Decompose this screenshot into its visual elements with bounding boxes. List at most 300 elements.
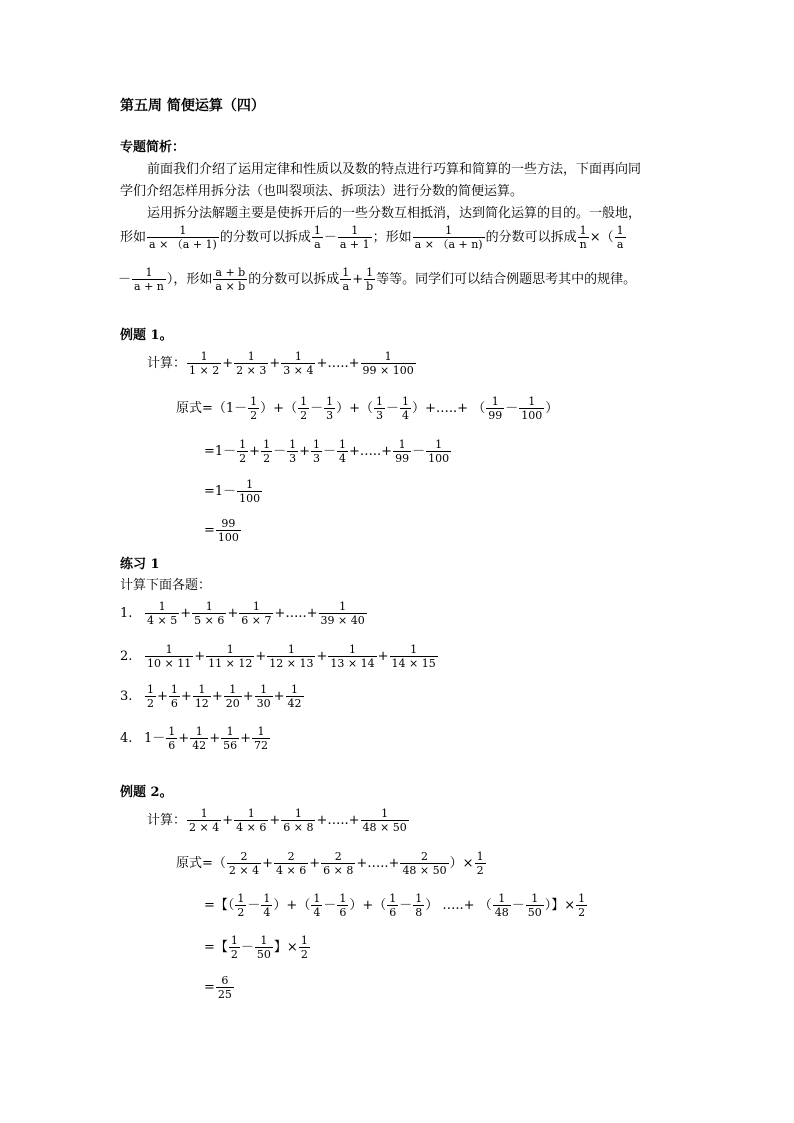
fraction bbox=[145, 643, 193, 670]
numerator: 2 bbox=[287, 850, 295, 863]
denominator: 5 × 6 bbox=[194, 614, 225, 627]
fraction bbox=[239, 600, 273, 627]
operator-text: ） bbox=[545, 401, 559, 416]
example-1-heading: 例题 1。 bbox=[120, 328, 173, 343]
fraction bbox=[361, 350, 416, 377]
denominator: 30 bbox=[256, 697, 271, 710]
text: 形如 bbox=[120, 230, 147, 245]
denominator: a + n bbox=[134, 280, 164, 293]
numerator: 1 bbox=[230, 934, 238, 947]
numerator: 1 bbox=[435, 438, 443, 451]
operator-text: ）+（ bbox=[349, 898, 387, 913]
denominator: 6 × 8 bbox=[323, 864, 354, 877]
fraction bbox=[578, 224, 589, 251]
fraction bbox=[281, 807, 315, 834]
math-expression bbox=[236, 438, 452, 465]
example-2-step-3 bbox=[204, 934, 311, 961]
fraction bbox=[390, 643, 438, 670]
page-title: 第五周 简便运算（四） bbox=[120, 98, 265, 114]
operator-text: + bbox=[269, 813, 281, 828]
operator-text: + bbox=[273, 689, 285, 704]
operator-text: + bbox=[157, 689, 168, 704]
denominator: 3 × 4 bbox=[283, 364, 314, 377]
numerator: 1 bbox=[246, 478, 254, 491]
example-1-step-2 bbox=[204, 438, 452, 465]
operator-text: + bbox=[178, 731, 190, 746]
fraction bbox=[400, 395, 411, 422]
fraction bbox=[364, 266, 375, 293]
fraction bbox=[426, 438, 451, 465]
denominator: 48 bbox=[494, 906, 509, 919]
numerator: 1 bbox=[247, 350, 255, 363]
denominator: 3 bbox=[289, 452, 297, 465]
calc-label: 计算： bbox=[147, 356, 187, 371]
numerator: 1 bbox=[528, 395, 536, 408]
denominator: 100 bbox=[239, 492, 261, 505]
fraction bbox=[576, 892, 587, 919]
operator-text: + bbox=[180, 606, 192, 621]
denominator: 6 bbox=[389, 906, 397, 919]
numerator: 1 bbox=[579, 224, 587, 237]
denominator: a × （a + 1) bbox=[149, 238, 217, 251]
denominator: 50 bbox=[527, 906, 542, 919]
numerator: 1 bbox=[170, 683, 178, 696]
operator-text: ）+（ bbox=[260, 401, 298, 416]
denominator: 11 × 12 bbox=[208, 657, 253, 670]
denominator: 13 × 14 bbox=[330, 657, 375, 670]
numerator: 1 bbox=[445, 224, 453, 237]
fraction bbox=[227, 850, 261, 877]
text: + bbox=[352, 272, 364, 287]
fraction bbox=[255, 934, 273, 961]
fraction bbox=[224, 683, 242, 710]
numerator: 99 bbox=[221, 517, 236, 530]
operator-text: ）+（ bbox=[273, 898, 311, 913]
denominator: 99 bbox=[395, 452, 410, 465]
operator-text: － bbox=[511, 898, 525, 913]
math-expression bbox=[234, 892, 588, 919]
item-number: 4. bbox=[120, 731, 133, 746]
fraction bbox=[237, 438, 248, 465]
numerator: 1 bbox=[198, 683, 206, 696]
operator-text: + bbox=[269, 356, 281, 371]
step-label: =【 bbox=[204, 940, 228, 955]
numerator: 1 bbox=[200, 350, 208, 363]
denominator: 2 × 4 bbox=[228, 864, 260, 877]
math-expression bbox=[186, 807, 410, 834]
fraction bbox=[319, 600, 367, 627]
operator-text: ）+（ bbox=[336, 401, 373, 416]
example-2-step-1 bbox=[176, 850, 487, 877]
practice-item-2 bbox=[120, 643, 439, 670]
numerator: 1 bbox=[300, 934, 308, 947]
denominator: 39 × 40 bbox=[320, 614, 365, 627]
operator-text: ）× bbox=[449, 856, 474, 871]
denominator: 25 bbox=[217, 988, 232, 1001]
denominator: 2 bbox=[237, 906, 245, 919]
denominator: 4 × 6 bbox=[276, 864, 307, 877]
denominator: 72 bbox=[254, 739, 268, 752]
calc-label: 计算： bbox=[147, 813, 187, 828]
operator-text: ） …..+ （ bbox=[425, 898, 492, 913]
denominator: 48 × 50 bbox=[402, 864, 447, 877]
numerator: 1 bbox=[294, 807, 302, 820]
numerator: 1 bbox=[476, 850, 484, 863]
denominator: 6 × 7 bbox=[241, 614, 272, 627]
numerator: 1 bbox=[326, 395, 334, 408]
numerator: 1 bbox=[313, 224, 321, 237]
fraction bbox=[252, 725, 270, 752]
operator-text: + bbox=[299, 444, 310, 459]
fraction bbox=[286, 683, 304, 710]
operator-text: － bbox=[412, 444, 426, 459]
numerator: 6 bbox=[221, 974, 229, 987]
math-expression bbox=[236, 478, 263, 505]
denominator: 1 × 2 bbox=[189, 364, 220, 377]
numerator: 1 bbox=[491, 395, 499, 408]
operator-text: + bbox=[240, 731, 251, 746]
denominator: 2 bbox=[578, 906, 586, 919]
numerator: 1 bbox=[263, 892, 271, 905]
math-expression bbox=[144, 643, 439, 670]
example-2-step-2 bbox=[204, 892, 588, 919]
denominator: a bbox=[615, 237, 626, 251]
numerator: 1 bbox=[237, 892, 245, 905]
denominator: 2 bbox=[239, 452, 247, 465]
denominator: 48 × 50 bbox=[362, 821, 407, 834]
text: － bbox=[118, 272, 132, 287]
math-expression bbox=[144, 725, 271, 752]
denominator: 2 bbox=[476, 864, 484, 877]
numerator: 1 bbox=[257, 725, 265, 738]
operator-text: +…..+ bbox=[316, 356, 360, 371]
numerator: 1 bbox=[250, 395, 258, 408]
numerator: 1 bbox=[410, 643, 418, 656]
denominator: 2 bbox=[263, 452, 271, 465]
numerator: 1 bbox=[415, 892, 423, 905]
intro-formula-line-1 bbox=[120, 224, 627, 251]
numerator: 1 bbox=[205, 600, 213, 613]
fraction bbox=[287, 438, 298, 465]
numerator: 1 bbox=[402, 395, 410, 408]
fraction bbox=[221, 725, 239, 752]
math-expression bbox=[144, 683, 305, 710]
numerator: 1 bbox=[287, 643, 295, 656]
numerator: 1 bbox=[158, 600, 166, 613]
operator-text: + bbox=[180, 689, 192, 704]
fraction bbox=[340, 266, 351, 293]
numerator: 1 bbox=[165, 643, 173, 656]
numerator: 1 bbox=[313, 892, 321, 905]
denominator: a bbox=[312, 237, 323, 251]
numerator: 1 bbox=[294, 350, 302, 363]
fraction bbox=[147, 224, 219, 251]
denominator: 2 × 4 bbox=[189, 821, 220, 834]
fraction bbox=[166, 725, 177, 752]
operator-text: 1－ bbox=[144, 731, 166, 746]
numerator: 1 bbox=[300, 395, 308, 408]
item-number: 3. bbox=[120, 689, 133, 704]
numerator: 1 bbox=[384, 350, 392, 363]
operator-text: + bbox=[309, 856, 321, 871]
fraction bbox=[615, 224, 626, 251]
numerator: 1 bbox=[145, 266, 153, 279]
denominator: a + 1 bbox=[339, 238, 370, 251]
operator-text: +…..+ bbox=[274, 606, 318, 621]
intro-paragraph-1-line-2: 学们介绍怎样用拆分法（也叫裂项法、拆项法）进行分数的简便运算。 bbox=[120, 184, 524, 199]
denominator: 50 bbox=[256, 948, 271, 961]
denominator: 6 bbox=[339, 906, 347, 919]
example-1-step-3 bbox=[204, 478, 263, 505]
operator-text: － bbox=[399, 898, 413, 913]
fraction bbox=[298, 395, 309, 422]
denominator: 2 bbox=[300, 948, 308, 961]
fraction bbox=[169, 683, 180, 710]
text: 的分数可以拆成 bbox=[219, 230, 311, 245]
text: ×（ bbox=[589, 230, 614, 245]
fraction bbox=[261, 892, 272, 919]
denominator: a bbox=[340, 279, 351, 293]
numerator: 1 bbox=[339, 438, 347, 451]
step-label: =【（ bbox=[204, 898, 235, 913]
fraction bbox=[229, 934, 240, 961]
fraction bbox=[393, 438, 411, 465]
fraction bbox=[311, 438, 322, 465]
numerator: 1 bbox=[348, 643, 356, 656]
fraction bbox=[267, 643, 315, 670]
fraction bbox=[321, 850, 355, 877]
math-expression bbox=[215, 974, 235, 1001]
denominator: 2 bbox=[147, 697, 154, 710]
denominator: 3 bbox=[376, 409, 383, 422]
operator-text: +…..+ bbox=[356, 856, 400, 871]
operator-text: + bbox=[209, 731, 221, 746]
numerator: 1 bbox=[179, 224, 187, 237]
operator-text: + bbox=[211, 689, 223, 704]
denominator: 100 bbox=[428, 452, 450, 465]
numerator: 1 bbox=[200, 807, 208, 820]
operator-text: + bbox=[262, 856, 274, 871]
fraction bbox=[337, 892, 348, 919]
fraction bbox=[206, 643, 254, 670]
numerator: 1 bbox=[366, 266, 374, 279]
operator-text: + bbox=[194, 649, 206, 664]
denominator: 2 bbox=[230, 948, 238, 961]
denominator: 2 × 3 bbox=[236, 364, 267, 377]
denominator: 12 bbox=[194, 697, 209, 710]
operator-text: － bbox=[386, 401, 400, 416]
fraction bbox=[187, 350, 221, 377]
denominator: 4 × 5 bbox=[147, 614, 178, 627]
fraction bbox=[312, 224, 323, 251]
fraction bbox=[311, 892, 322, 919]
numerator: 1 bbox=[289, 438, 297, 451]
denominator: 56 bbox=[223, 739, 238, 752]
fraction bbox=[190, 725, 208, 752]
fraction bbox=[337, 438, 348, 465]
fraction bbox=[526, 892, 544, 919]
fraction bbox=[299, 934, 310, 961]
fraction bbox=[274, 850, 308, 877]
operator-text: +…..+ bbox=[316, 813, 360, 828]
fraction bbox=[145, 683, 156, 710]
operator-text: － bbox=[323, 444, 337, 459]
numerator: 1 bbox=[339, 600, 347, 613]
text: 的分数可以拆成 bbox=[248, 272, 340, 287]
operator-text: + bbox=[222, 356, 234, 371]
example-1-problem bbox=[147, 350, 417, 377]
fraction bbox=[193, 683, 211, 710]
fraction bbox=[400, 850, 448, 877]
text: 的分数可以拆成 bbox=[485, 230, 577, 245]
item-number: 1. bbox=[120, 606, 133, 621]
numerator: 1 bbox=[342, 266, 350, 279]
fraction bbox=[475, 850, 486, 877]
fraction bbox=[216, 974, 234, 1001]
practice-item-1 bbox=[120, 600, 368, 627]
math-expression bbox=[226, 850, 487, 877]
numerator: 1 bbox=[247, 807, 255, 820]
denominator: 2 bbox=[300, 409, 308, 422]
practice-item-4 bbox=[120, 725, 271, 752]
step-label: =1－ bbox=[204, 484, 237, 499]
fraction bbox=[192, 600, 226, 627]
operator-text: + bbox=[222, 813, 234, 828]
denominator: 10 × 11 bbox=[147, 657, 192, 670]
numerator: 1 bbox=[531, 892, 539, 905]
numerator: 2 bbox=[421, 850, 429, 863]
fraction bbox=[145, 600, 179, 627]
numerator: 1 bbox=[398, 438, 406, 451]
step-label: = bbox=[204, 980, 215, 995]
math-expression bbox=[215, 517, 242, 544]
practice-1-subheading: 计算下面各题： bbox=[120, 578, 212, 593]
fraction bbox=[235, 892, 246, 919]
denominator: 2 bbox=[250, 409, 258, 422]
operator-text: + bbox=[227, 606, 239, 621]
denominator: 4 × 6 bbox=[236, 821, 267, 834]
example-1-step-1 bbox=[176, 395, 558, 422]
fraction bbox=[519, 395, 544, 422]
denominator: 14 × 15 bbox=[391, 657, 436, 670]
numerator: 1 bbox=[239, 438, 247, 451]
step-label: =1－ bbox=[204, 444, 237, 459]
numerator: 1 bbox=[252, 600, 260, 613]
operator-text: ）+…..+ （ bbox=[412, 401, 486, 416]
intro-paragraph-2-line-1: 运用拆分法解题主要是使拆开后的一些分数互相抵消，达到简化运算的目的。一般地， bbox=[147, 206, 642, 221]
numerator: 1 bbox=[339, 892, 347, 905]
practice-item-3 bbox=[120, 683, 305, 710]
denominator: b bbox=[366, 280, 374, 293]
denominator: 100 bbox=[217, 531, 239, 544]
operator-text: － bbox=[240, 940, 254, 955]
fraction bbox=[324, 395, 335, 422]
fraction bbox=[132, 266, 166, 293]
operator-text: － bbox=[273, 444, 287, 459]
operator-text: 】× bbox=[273, 940, 298, 955]
fraction bbox=[255, 683, 273, 710]
fraction bbox=[216, 517, 241, 544]
operator-text: + bbox=[249, 444, 261, 459]
fraction bbox=[237, 478, 262, 505]
denominator: 100 bbox=[521, 409, 543, 422]
operator-text: +…..+ bbox=[349, 444, 393, 459]
fraction bbox=[361, 807, 409, 834]
numerator: 1 bbox=[226, 643, 234, 656]
denominator: 8 bbox=[415, 906, 423, 919]
fraction bbox=[413, 224, 485, 251]
text: － bbox=[323, 230, 337, 245]
step-label: 原式=（ bbox=[176, 856, 226, 871]
denominator: a × b bbox=[215, 280, 246, 293]
text: 等等。同学们可以结合例题思考其中的规律。 bbox=[376, 272, 637, 287]
example-2-problem bbox=[147, 807, 410, 834]
operator-text: － bbox=[323, 898, 337, 913]
fraction bbox=[281, 350, 315, 377]
numerator: 1 bbox=[260, 934, 268, 947]
denominator: 3 bbox=[326, 409, 334, 422]
item-number: 2. bbox=[120, 649, 133, 664]
fraction bbox=[187, 807, 221, 834]
math-expression bbox=[186, 350, 417, 377]
text: ），形如 bbox=[166, 272, 213, 287]
example-2-heading: 例题 2。 bbox=[120, 785, 173, 800]
numerator: 1 bbox=[168, 725, 176, 738]
operator-text: + bbox=[242, 689, 254, 704]
example-2-step-4 bbox=[204, 974, 235, 1001]
denominator: 20 bbox=[225, 697, 240, 710]
intro-paragraph-1-line-1: 前面我们介绍了运用定律和性质以及数的特点进行巧算和简算的一些方法，下面再向同 bbox=[147, 162, 642, 177]
example-1-step-4 bbox=[204, 517, 242, 544]
numerator: 1 bbox=[195, 725, 203, 738]
operator-text: － bbox=[505, 401, 519, 416]
math-expression bbox=[247, 395, 559, 422]
numerator: 1 bbox=[376, 395, 383, 408]
math-expression bbox=[228, 934, 311, 961]
numerator: 1 bbox=[226, 725, 234, 738]
denominator: 4 bbox=[402, 409, 410, 422]
fraction bbox=[328, 643, 376, 670]
fraction bbox=[486, 395, 504, 422]
denominator: 6 × 8 bbox=[283, 821, 314, 834]
numerator: 1 bbox=[578, 892, 586, 905]
intro-formula-line-2 bbox=[118, 266, 636, 293]
fraction bbox=[234, 807, 268, 834]
numerator: 1 bbox=[498, 892, 506, 905]
denominator: 6 bbox=[170, 697, 178, 710]
fraction bbox=[248, 395, 259, 422]
numerator: 1 bbox=[351, 224, 359, 237]
fraction bbox=[493, 892, 511, 919]
step-label: = bbox=[204, 523, 215, 538]
denominator: 42 bbox=[192, 739, 207, 752]
math-expression bbox=[144, 600, 368, 627]
fraction bbox=[413, 892, 424, 919]
denominator: 12 × 13 bbox=[269, 657, 314, 670]
denominator: a × （a + n) bbox=[414, 238, 483, 251]
numerator: 2 bbox=[334, 850, 342, 863]
fraction bbox=[387, 892, 398, 919]
practice-1-heading: 练习 1 bbox=[120, 557, 160, 572]
step-label: 原式=（1－ bbox=[176, 401, 248, 416]
numerator: 1 bbox=[147, 683, 154, 696]
denominator: 42 bbox=[287, 697, 302, 710]
operator-text: + bbox=[255, 649, 267, 664]
fraction bbox=[374, 395, 385, 422]
fraction bbox=[261, 438, 272, 465]
numerator: a + b bbox=[215, 266, 246, 279]
numerator: 1 bbox=[389, 892, 397, 905]
